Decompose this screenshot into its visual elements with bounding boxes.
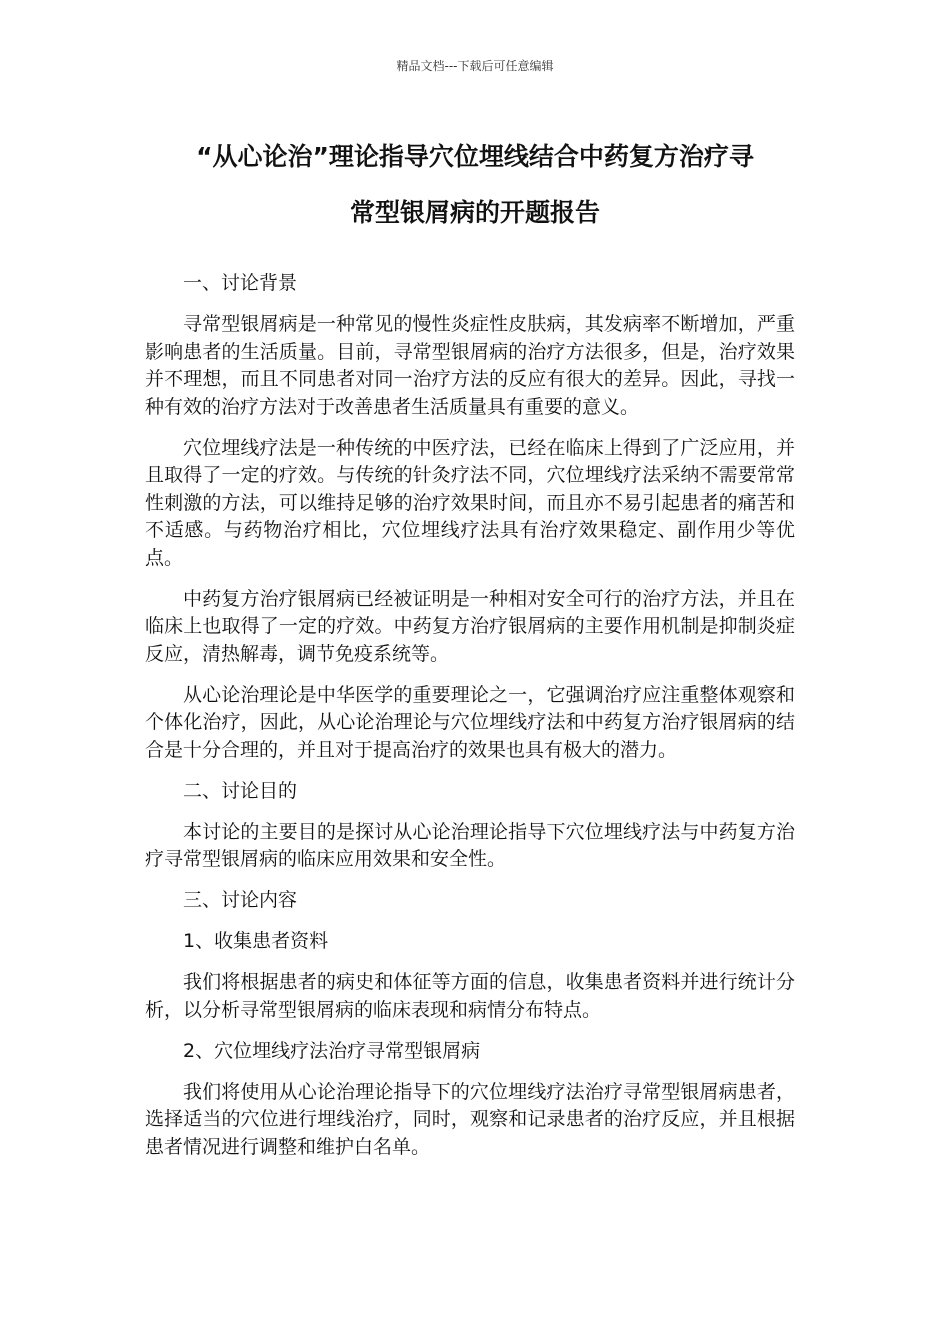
document-title-line-1: “从心论治”理论指导穴位埋线结合中药复方治疗寻 — [196, 142, 754, 171]
section-heading-purpose: 二、讨论目的 — [183, 779, 298, 802]
document-body — [145, 270, 795, 1175]
paragraph-collect-data: 我们将根据患者的病史和体征等方面的信息，收集患者资料并进行统计分析，以分析寻常型银屑病的临床表现和病情分布特点。 — [145, 971, 795, 1021]
document-title-line-2: 常型银屑病的开题报告 — [349, 198, 600, 227]
subsection-heading-collect-data: 1、收集患者资料 — [183, 930, 329, 952]
header-note: 精品文档---下载后可任意编辑 — [396, 59, 554, 73]
paragraph-background-3: 中药复方治疗银屑病已经被证明是一种相对安全可行的治疗方法，并且在临床上也取得了一定的疗效。中药复方治疗银屑病的主要作用机制是抑制炎症反应，清热解毒，调节免疫系统等。 — [145, 587, 795, 665]
paragraph-background-1: 寻常型银屑病是一种常见的慢性炎症性皮肤病，其发病率不断增加，严重影响患者的生活质量。目前，寻常型银屑病的治疗方法很多，但是，治疗效果并不理想，而且不同患者对同一治疗方法的反应有很大的差异。因此，寻找一种有效的治疗方法对于改善患者生活质量具有重要的意义。 — [145, 313, 795, 418]
section-heading-content: 三、讨论内容 — [183, 889, 298, 911]
paragraph-purpose: 本讨论的主要目的是探讨从心论治理论指导下穴位埋线疗法与中药复方治疗寻常型银屑病的临床应用效果和安全性。 — [145, 820, 795, 870]
paragraph-background-2: 穴位埋线疗法是一种传统的中医疗法，已经在临床上得到了广泛应用，并且取得了一定的疗效。与传统的针灸疗法不同，穴位埋线疗法采纳不需要常常性刺激的方法，可以维持足够的治疗效果时间，而且亦不易引起患者的痛苦和不适感。与药物治疗相比，穴位埋线疗法具有治疗效果稳定、副作用少等优点。 — [145, 436, 795, 569]
paragraph-background-4: 从心论治理论是中华医学的重要理论之一，它强调治疗应注重整体观察和个体化治疗，因此，从心论治理论与穴位埋线疗法和中药复方治疗银屑病的结合是十分合理的，并且对于提高治疗的效果也具有极大的潜力。 — [145, 683, 795, 761]
section-heading-background: 一、讨论背景 — [183, 272, 298, 294]
subsection-heading-acupoint-therapy: 2、穴位埋线疗法治疗寻常型银屑病 — [183, 1039, 481, 1062]
paragraph-acupoint-therapy: 我们将使用从心论治理论指导下的穴位埋线疗法治疗寻常型银屑病患者，选择适当的穴位进行埋线治疗，同时，观察和记录患者的治疗反应，并且根据患者情况进行调整和维护白名单。 — [145, 1080, 795, 1158]
